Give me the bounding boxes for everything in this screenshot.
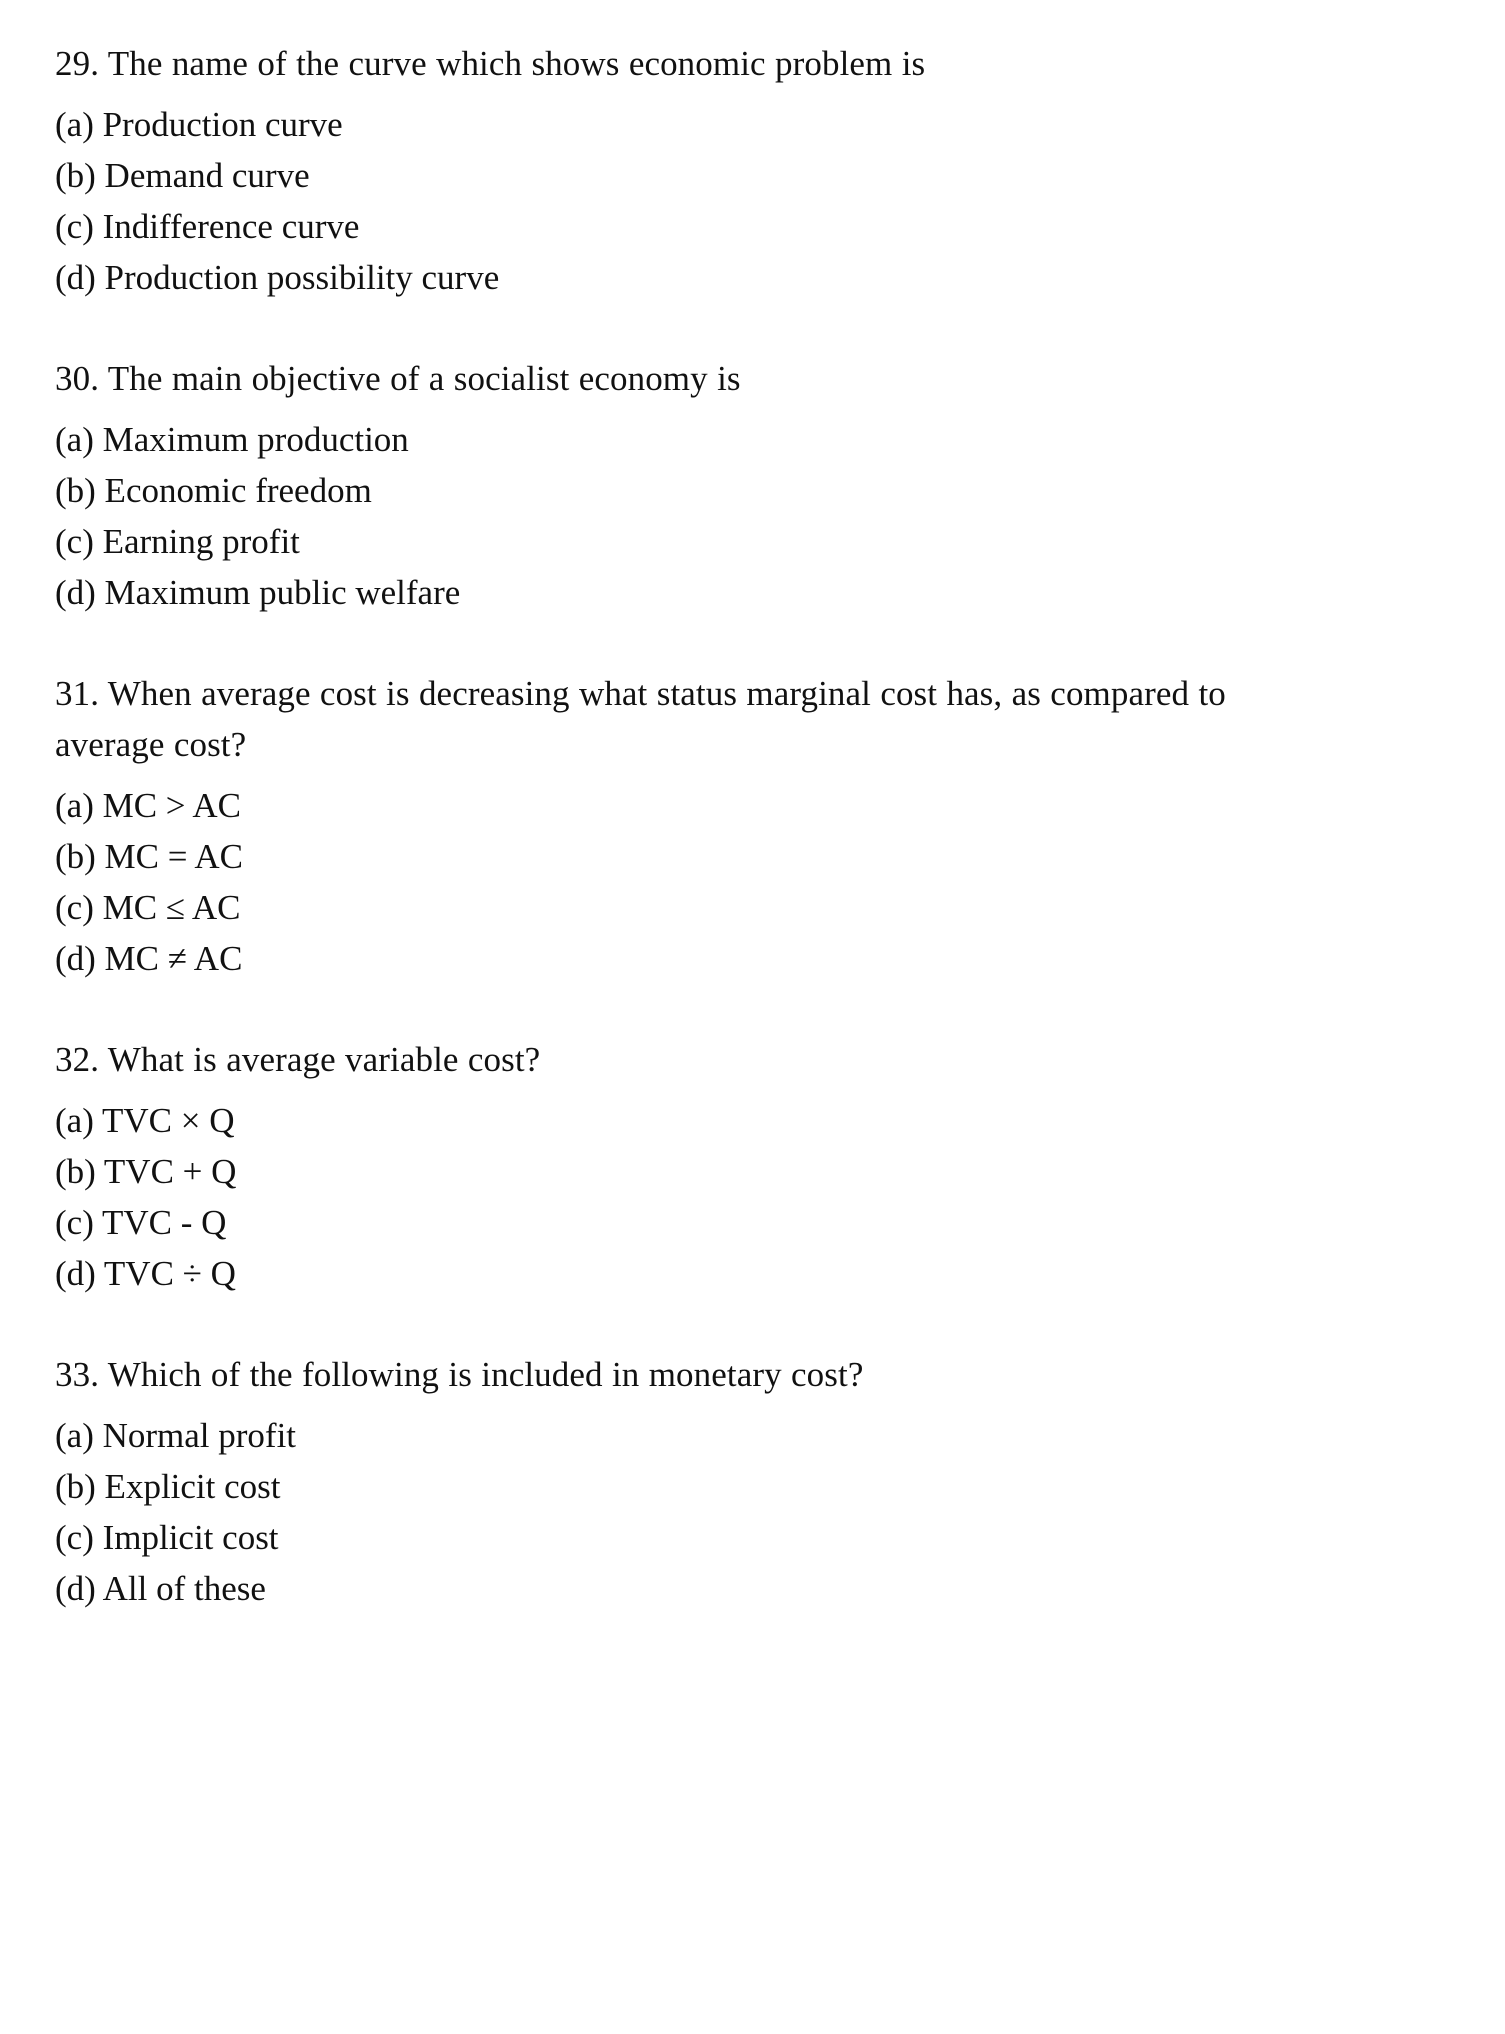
question-block	[55, 1349, 1340, 1614]
option-item[interactable]: (b) Economic freedom	[55, 471, 372, 510]
option-item[interactable]: (d) All of these	[55, 1569, 266, 1608]
option-item[interactable]: (b) Demand curve	[55, 156, 310, 195]
option-item[interactable]: (d) Maximum public welfare	[55, 573, 461, 612]
option-list	[55, 780, 1340, 984]
option-item[interactable]: (c) Implicit cost	[55, 1518, 279, 1557]
option-item[interactable]: (d) Production possibility curve	[55, 258, 500, 297]
question-block	[55, 668, 1340, 984]
option-item[interactable]: (a) Normal profit	[55, 1416, 297, 1455]
option-list	[55, 99, 1340, 303]
option-item[interactable]: (a) MC > AC	[55, 786, 241, 825]
option-item[interactable]: (d) MC ≠ AC	[55, 939, 243, 978]
option-item[interactable]: (a) Production curve	[55, 105, 343, 144]
option-item[interactable]: (c) MC ≤ AC	[55, 888, 241, 927]
option-item[interactable]: (b) TVC + Q	[55, 1152, 237, 1191]
option-item[interactable]: (a) Maximum production	[55, 420, 409, 459]
option-item[interactable]: (a) TVC × Q	[55, 1101, 235, 1140]
option-item[interactable]: (c) Earning profit	[55, 522, 300, 561]
question-block	[55, 353, 1340, 618]
option-list	[55, 1410, 1340, 1614]
option-item[interactable]: (d) TVC ÷ Q	[55, 1254, 236, 1293]
option-item[interactable]: (b) Explicit cost	[55, 1467, 281, 1506]
option-item[interactable]: (c) TVC - Q	[55, 1203, 227, 1242]
question-text: 30. The main objective of a socialist economy is	[55, 359, 741, 398]
question-text: 29. The name of the curve which shows economic problem is	[55, 44, 926, 83]
option-item[interactable]: (b) MC = AC	[55, 837, 243, 876]
question-block	[55, 1034, 1340, 1299]
option-list	[55, 1095, 1340, 1299]
question-text: 33. Which of the following is included in monetary cost?	[55, 1355, 864, 1394]
question-text: 32. What is average variable cost?	[55, 1040, 541, 1079]
question-block	[55, 38, 1340, 303]
question-text: 31. When average cost is decreasing what status marginal cost has, as compared to average cost?	[55, 674, 1226, 764]
option-item[interactable]: (c) Indifference curve	[55, 207, 360, 246]
option-list	[55, 414, 1340, 618]
